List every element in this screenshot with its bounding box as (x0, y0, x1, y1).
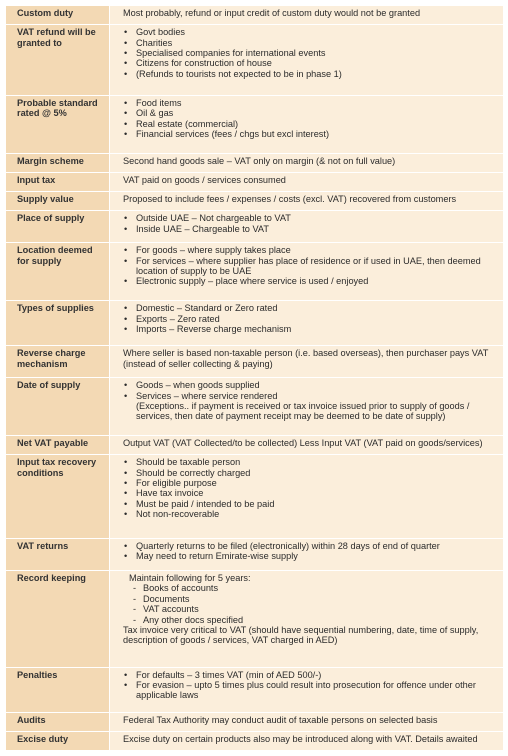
row-content (110, 378, 504, 436)
list-item: • Outside UAE – Not chargeable to VAT (136, 213, 497, 223)
row-text: Output VAT (VAT Collected/to be collected) Less Input VAT (VAT paid on goods/services) (123, 438, 483, 449)
table-row (6, 211, 504, 243)
row-content (110, 95, 504, 153)
list-item: • Quarterly returns to be filed (electronically) within 28 days of end of quarter (136, 541, 497, 551)
table-row (6, 455, 504, 539)
table-row (6, 172, 504, 191)
row-content (110, 6, 504, 25)
row-content (110, 455, 504, 539)
table-row (6, 6, 504, 25)
list-item: • For defaults – 3 times VAT (min of AED 500/-) (136, 670, 497, 680)
list-item: • Should be taxable person (136, 457, 497, 467)
row-label: Input tax (6, 172, 110, 191)
row-text: Where seller is based non-taxable person (i.e. based overseas), then purchaser pays VAT (instead of seller collecting & paying) (123, 348, 489, 369)
row-content (110, 25, 504, 96)
table-row (6, 192, 504, 211)
bullet-list (123, 457, 497, 519)
row-label: Net VAT payable (6, 436, 110, 455)
bullet-list (123, 98, 497, 140)
row-content (110, 570, 504, 667)
row-label: Penalties (6, 667, 110, 712)
row-text: Most probably, refund or input credit of custom duty would not be granted (123, 8, 421, 18)
row-content (110, 667, 504, 712)
list-item: • Should be correctly charged (136, 468, 497, 478)
list-item: • Financial services (fees / chgs but excl interest) (136, 129, 497, 139)
bullet-list (123, 213, 497, 234)
row-note: (Exceptions.. if payment is received or tax invoice issued prior to supply of goods / services, then date of payment receipt may be deemed to be date of supply) (136, 400, 470, 422)
row-content (110, 211, 504, 243)
row-content (110, 346, 504, 378)
table-row (6, 95, 504, 153)
row-label: Record keeping (6, 570, 110, 667)
row-label: Location deemed for supply (6, 243, 110, 301)
row-content (110, 538, 504, 570)
list-item: • May need to return Emirate-wise supply (136, 551, 497, 561)
row-label: VAT returns (6, 538, 110, 570)
list-item: • Not non-recoverable (136, 509, 497, 519)
list-item: • Goods – when goods supplied (136, 380, 497, 390)
list-item: • For evasion – upto 5 times plus could result into prosecution for offence under other applicable laws (136, 680, 497, 701)
dash-list (123, 583, 497, 625)
list-item: • Citizens for construction of house (136, 58, 497, 68)
list-item: • (Refunds to tourists not expected to be in phase 1) (136, 69, 497, 79)
row-content (110, 436, 504, 455)
table-row (6, 25, 504, 96)
row-content (110, 712, 504, 731)
row-text: Second hand goods sale – VAT only on margin (& not on full value) (123, 155, 396, 166)
row-label: Audits (6, 712, 110, 731)
row-content (110, 153, 504, 172)
list-item: • Real estate (commercial) (136, 119, 497, 129)
list-item: - VAT accounts (143, 604, 497, 614)
row-note: Tax invoice very critical to VAT (should have sequential numbering, date, time of supply, description of goods / services, VAT charged in AED) (123, 624, 479, 646)
row-content (110, 172, 504, 191)
table-row (6, 667, 504, 712)
list-item: - Books of accounts (143, 583, 497, 593)
bullet-list (123, 303, 497, 334)
list-item: • Must be paid / intended to be paid (136, 499, 497, 509)
bullet-list (123, 245, 497, 287)
table-row (6, 301, 504, 346)
bullet-list (123, 27, 497, 79)
row-label: Date of supply (6, 378, 110, 436)
table-row (6, 378, 504, 436)
row-label: Supply value (6, 192, 110, 211)
row-text: Federal Tax Authority may conduct audit of taxable persons on selected basis (123, 714, 438, 725)
list-item: • Specialised companies for international events (136, 48, 497, 58)
bullet-list (123, 541, 497, 562)
table-row (6, 153, 504, 172)
list-item: • Exports – Zero rated (136, 314, 497, 324)
row-content (110, 731, 504, 750)
table-row (6, 243, 504, 301)
row-label: Excise duty (6, 731, 110, 750)
row-content (110, 301, 504, 346)
list-item: • Charities (136, 38, 497, 48)
row-content (110, 243, 504, 301)
list-item: • Imports – Reverse charge mechanism (136, 324, 497, 334)
row-text: Proposed to include fees / expenses / costs (excl. VAT) recovered from customers (123, 194, 457, 205)
row-text: Excise duty on certain products also may be introduced along with VAT. Details awaited (123, 733, 478, 744)
list-item: • Inside UAE – Chargeable to VAT (136, 224, 497, 234)
table-row (6, 731, 504, 750)
row-label: VAT refund will be granted to (6, 25, 110, 96)
list-item: • For services – where supplier has place of residence or if used in UAE, then deemed location of supply to be UAE (136, 256, 497, 277)
row-text: VAT paid on goods / services consumed (123, 174, 286, 185)
row-intro: Maintain following for 5 years: (129, 572, 251, 583)
row-label: Probable standard rated @ 5% (6, 95, 110, 153)
row-content (110, 192, 504, 211)
list-item: • Oil & gas (136, 108, 497, 118)
row-label: Place of supply (6, 211, 110, 243)
table-row (6, 436, 504, 455)
vat-summary-table (5, 5, 504, 751)
row-label: Margin scheme (6, 153, 110, 172)
list-item: • Food items (136, 98, 497, 108)
table-row (6, 538, 504, 570)
row-label: Custom duty (6, 6, 110, 25)
row-label: Input tax recovery conditions (6, 455, 110, 539)
bullet-list (123, 380, 497, 401)
list-item: • Services – where service rendered (136, 391, 497, 401)
bullet-list (123, 670, 497, 701)
list-item: - Documents (143, 594, 497, 604)
list-item: • Govt bodies (136, 27, 497, 37)
list-item: - Any other docs specified (143, 615, 497, 625)
list-item: • Have tax invoice (136, 488, 497, 498)
list-item: • For eligible purpose (136, 478, 497, 488)
table-row (6, 570, 504, 667)
row-label: Reverse charge mechanism (6, 346, 110, 378)
table-row (6, 346, 504, 378)
list-item: • For goods – where supply takes place (136, 245, 497, 255)
row-label: Types of supplies (6, 301, 110, 346)
table-row (6, 712, 504, 731)
list-item: • Electronic supply – place where service is used / enjoyed (136, 276, 497, 286)
list-item: • Domestic – Standard or Zero rated (136, 303, 497, 313)
